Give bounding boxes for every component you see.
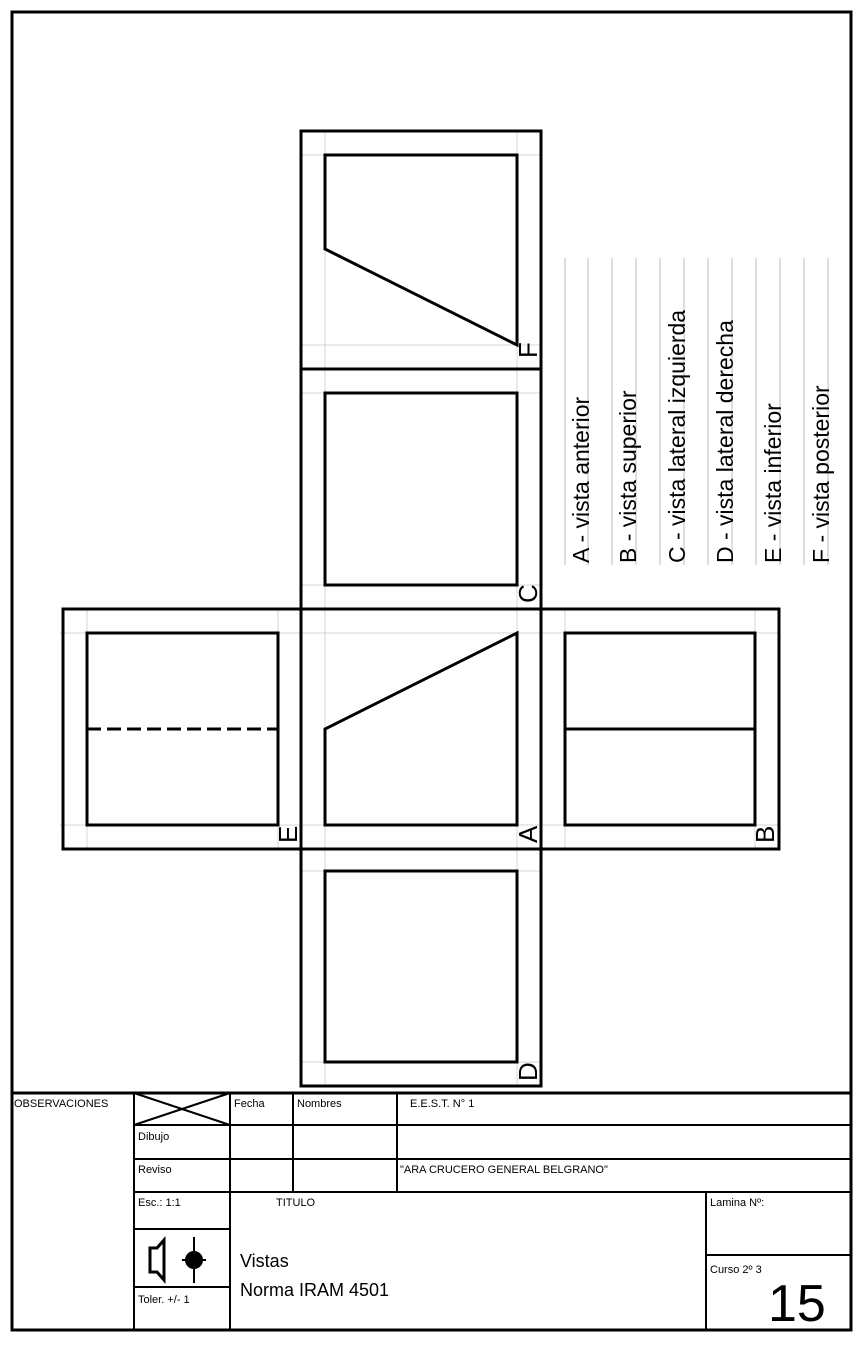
view-c-shape [325, 393, 517, 585]
view-a [301, 609, 543, 849]
view-f-label: F [513, 342, 543, 358]
legend-item-b: B - vista superior [615, 390, 641, 563]
legend [565, 258, 834, 565]
observaciones-label: OBSERVACIONES [14, 1098, 109, 1110]
legend-item-f: F - vista posterior [808, 385, 834, 563]
legend-item-a: A - vista anterior [568, 396, 594, 563]
titulo-label: TITULO [276, 1197, 316, 1209]
view-a-frame [301, 609, 541, 849]
view-d-shape [325, 871, 517, 1062]
view-d-label: D [513, 1062, 543, 1081]
nombres-label: Nombres [297, 1098, 342, 1110]
view-b [541, 609, 780, 849]
view-f [301, 131, 543, 369]
view-f-frame [301, 131, 541, 369]
view-c [301, 369, 543, 609]
view-e-label: E [273, 825, 303, 843]
projection-symbol-icon [150, 1237, 206, 1283]
view-d-frame [301, 849, 541, 1086]
view-a-shape [325, 633, 517, 825]
view-b-label: B [750, 825, 780, 843]
title-line-2: Norma IRAM 4501 [240, 1280, 390, 1300]
lamina-label: Lamina Nº: [710, 1197, 765, 1209]
school-label: E.E.S.T. N° 1 [410, 1098, 475, 1110]
legend-item-e: E - vista inferior [760, 403, 786, 563]
reviso-label: Reviso [138, 1164, 172, 1176]
title-line-1: Vistas [240, 1251, 289, 1271]
curso-label: Curso 2º 3 [710, 1264, 762, 1276]
dibujo-label: Dibujo [138, 1131, 170, 1143]
legend-item-c: C - vista lateral izquierda [664, 309, 690, 563]
legend-item-d: D - vista lateral derecha [712, 320, 738, 563]
view-e [63, 609, 303, 849]
escala-label: Esc.: 1:1 [138, 1197, 181, 1209]
view-d [301, 849, 543, 1086]
tolerancia-label: Toler. +/- 1 [138, 1294, 190, 1306]
sheet-number: 15 [768, 1275, 826, 1333]
view-c-frame [301, 369, 541, 609]
fecha-label: Fecha [234, 1098, 265, 1110]
view-c-label: C [513, 584, 543, 603]
view-f-shape [325, 155, 517, 345]
view-a-label: A [513, 825, 543, 843]
school-name-label: "ARA CRUCERO GENERAL BELGRANO" [400, 1164, 608, 1176]
